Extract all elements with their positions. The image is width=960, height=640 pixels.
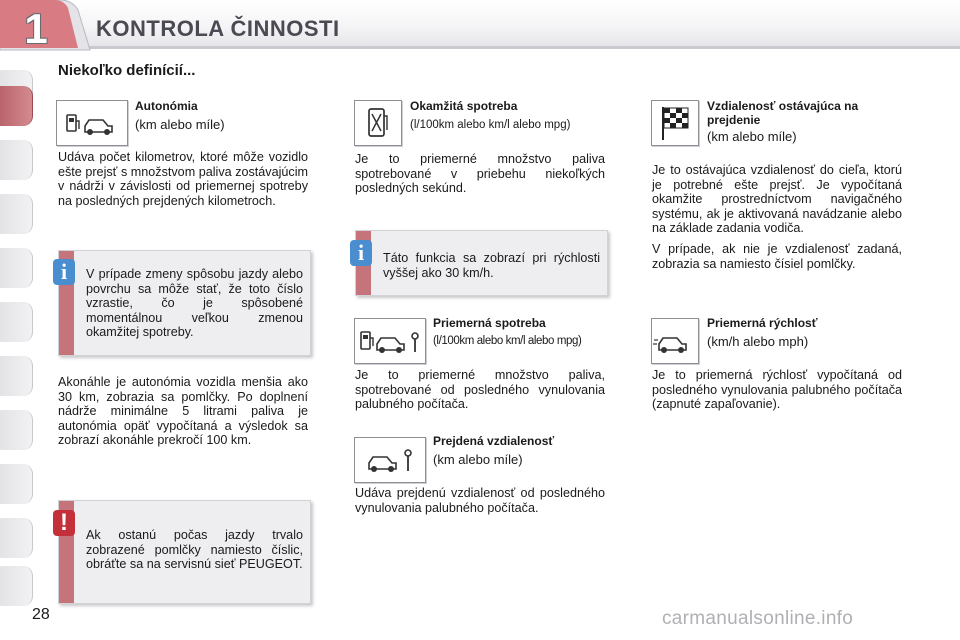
average-consumption-unit: (l/100km alebo km/l alebo mpg) [433, 335, 582, 347]
instant-consumption-description: Je to priemerné množstvo paliva spotrebované v priebehu niekoľkých posledných sekúnd. [355, 152, 605, 196]
instant-consumption-label: Okamžitá spotreba [410, 99, 518, 113]
distance-travelled-label: Prejdená vzdialenosť [433, 434, 555, 448]
remaining-distance-icon-box [651, 100, 699, 146]
warning-note [58, 500, 311, 604]
side-tab[interactable] [0, 194, 33, 234]
average-speed-label: Priemerná rýchlosť [707, 316, 818, 330]
side-tab[interactable] [0, 464, 33, 504]
autonomy-unit: (km alebo míle) [135, 117, 225, 132]
checkered-flag-icon [652, 101, 698, 145]
average-consumption-icon-box [354, 318, 426, 364]
average-speed-unit: (km/h alebo mph) [707, 334, 809, 349]
side-tab[interactable] [0, 356, 33, 396]
side-tab[interactable] [0, 140, 33, 180]
autonomy-label: Autonómia [135, 99, 198, 113]
page-number: 28 [32, 606, 50, 623]
info-note-left [58, 250, 311, 356]
fuel-pump-car-icon [57, 101, 127, 145]
average-consumption-description: Je to priemerné množstvo paliva, spotrebované od posledného vynulovania palubného počítača. [355, 368, 605, 412]
side-tab[interactable] [0, 302, 33, 342]
remaining-distance-description: Je to ostávajúca vzdialenosť do cieľa, ktorú je potrebné ešte prejsť. Je vypočítaná okamžite prostredníctvom navigačného systému, ak je aktivovaná navádzanie alebo na základe zadania vodiča. [652, 163, 902, 236]
remaining-distance-unit: (km alebo míle) [707, 129, 797, 144]
average-consumption-label: Priemerná spotreba [433, 316, 546, 330]
chapter-number: 1 [24, 5, 48, 52]
average-speed-icon-box [651, 318, 699, 364]
distance-travelled-unit: (km alebo míle) [433, 452, 523, 467]
car-distance-icon [355, 438, 425, 482]
remaining-distance-label: Vzdialenosť ostávajúca na prejdenie [707, 99, 859, 127]
watermark: carmanualsonline.info [662, 608, 854, 629]
info-note-left-text: V prípade zmeny spôsobu jazdy alebo povrchu sa môže stať, že toto číslo vzrastie, čo je spôsobené momentálnou veľkou zmenou okamžitej spotreby. [86, 267, 303, 340]
page-title: KONTROLA ČINNOSTI [96, 16, 340, 41]
distance-travelled-description: Udáva prejdenú vzdialenosť od posledného vynulovania palubného počítača. [355, 486, 605, 515]
header-divider [60, 46, 960, 49]
distance-travelled-icon-box [354, 437, 426, 483]
average-speed-description: Je to priemerná rýchlosť vypočítaná od posledného vynulovania palubného počítača (zapnuté zapaľovanie). [652, 368, 902, 412]
side-tab[interactable] [0, 566, 33, 606]
warning-note-text: Ak ostanú počas jazdy trvalo zobrazené pomlčky namiesto číslic, obráťte sa na servisnú sieť PEUGEOT. [86, 528, 303, 572]
info-icon: i [53, 259, 75, 285]
autonomy-icon-box [56, 100, 128, 146]
side-tab[interactable] [0, 248, 33, 288]
autonomy-dashes-text: Akonáhle je autonómia vozidla menšia ako 30 km, zobrazia sa pomlčky. Po doplnení nádrže minimálne 5 litrami paliva je autonómia opäť vypočítaná a výsledok sa zobrazí akonáhle prekročí 100 km. [58, 375, 308, 448]
autonomy-description: Udáva počet kilometrov, ktoré môže vozidlo ešte prejsť s množstvom paliva zostávajúcim v nádrži v závislosti od priemernej spotreby na posledných prejdených kilometroch. [58, 150, 308, 208]
info-note-middle-text: Táto funkcia sa zobrazí pri rýchlosti vyššej ako 30 km/h. [383, 251, 600, 280]
side-tab[interactable] [0, 518, 33, 558]
info-icon: i [350, 240, 372, 266]
remaining-distance-description-2: V prípade, ak nie je vzdialenosť zadaná, zobrazia sa namiesto čísiel pomlčky. [652, 242, 902, 271]
fuel-car-gauge-icon [355, 319, 425, 363]
side-tab[interactable] [0, 410, 33, 450]
section-title: Niekoľko definícií... [58, 62, 196, 79]
fuel-pump-icon [355, 101, 401, 145]
instant-consumption-unit: (l/100km alebo km/l alebo mpg) [410, 119, 571, 131]
info-note-middle [355, 230, 608, 296]
warning-icon: ! [53, 510, 75, 536]
side-tab-active[interactable] [0, 86, 33, 126]
car-speed-icon [652, 319, 698, 363]
instant-consumption-icon-box [354, 100, 402, 146]
side-tabs [0, 56, 38, 596]
